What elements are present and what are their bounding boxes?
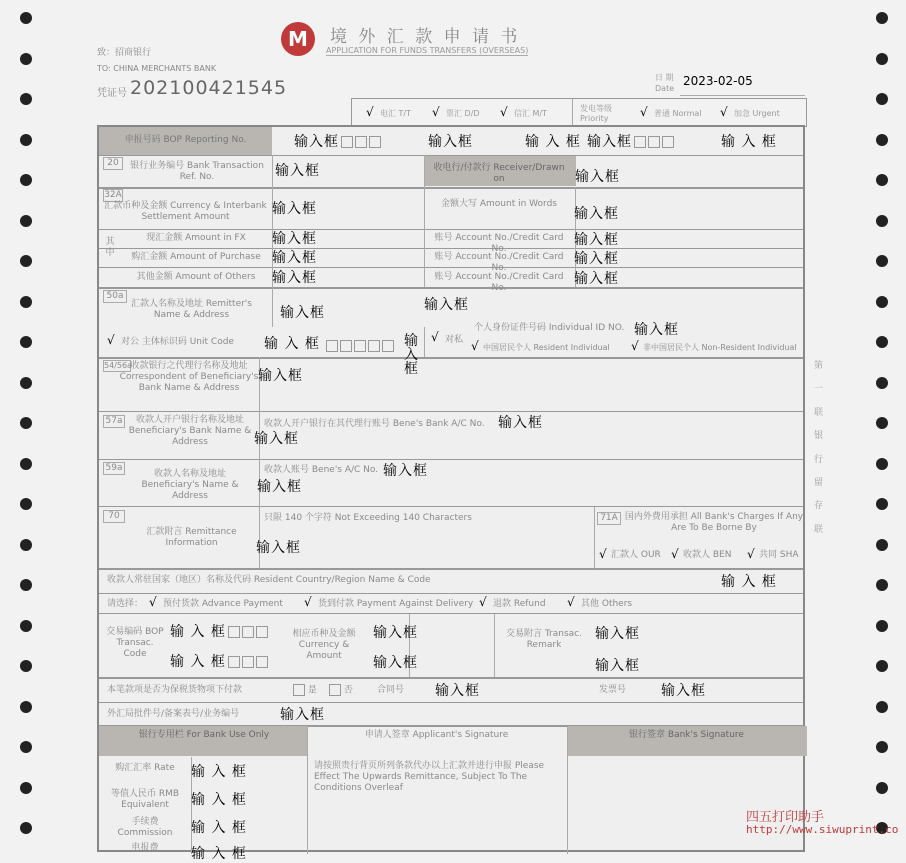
commission-label: 手续费 Commission [117, 817, 173, 838]
punch-hole [876, 498, 888, 510]
tag-71a: 71A [597, 512, 621, 525]
input-box-text: 输入框 [254, 431, 299, 447]
input-box-text: 输入框 [272, 201, 317, 217]
tt-check[interactable]: √ [366, 105, 374, 119]
input-box[interactable] [575, 166, 620, 186]
punch-hole [876, 336, 888, 348]
remittance-info-label: 汇款附言 Remittance Information [146, 527, 237, 548]
input-box[interactable] [256, 537, 301, 557]
input-box[interactable] [574, 248, 619, 268]
bop-code-label: 交易编码 BOP Transac. Code [106, 627, 164, 659]
input-box-text: 输入框 [272, 231, 317, 247]
input-box[interactable] [383, 460, 428, 480]
punch-hole [876, 782, 888, 794]
rmb-label: 等值人民币 RMB Equivalent [110, 789, 180, 810]
punch-hole [20, 215, 32, 227]
fx-amount-label: 现汇金额 Amount in FX [146, 233, 246, 243]
punch-hole [876, 53, 888, 65]
input-box-text: 输入框 [257, 479, 302, 495]
account-label-3: 账号 Account No./Credit Card No. [434, 272, 564, 293]
priority-urgent: 加急 Urgent [734, 109, 780, 118]
punch-hole [20, 458, 32, 470]
form-title: 境 外 汇 款 申 请 书 [330, 27, 521, 47]
dd-check[interactable]: √ [432, 105, 440, 119]
input-box[interactable] [272, 198, 317, 218]
punch-hole [20, 417, 32, 429]
punch-hole [20, 579, 32, 591]
contract-label: 合同号 [377, 685, 405, 695]
receiver-label: 收电行/付款行 Receiver/Drawn on [433, 163, 565, 184]
date-value[interactable]: 2023-02-05 [683, 74, 753, 88]
punch-hole [20, 822, 32, 834]
input-box[interactable] [191, 843, 247, 863]
account-label-2: 账号 Account No./Credit Card No. [434, 252, 564, 273]
unit-code-boxes [324, 335, 394, 354]
charge-ben: 收款人 BEN [683, 550, 732, 560]
punch-hole [876, 255, 888, 267]
input-box[interactable] [424, 294, 469, 314]
input-box-text: 输入框 [256, 540, 301, 556]
punch-hole [20, 174, 32, 186]
input-box[interactable] [498, 412, 543, 432]
among-label: 其中 [105, 237, 115, 258]
tag-50a: 50a [103, 290, 127, 303]
to-bank-en: TO: CHINA MERCHANTS BANK [97, 64, 217, 73]
corporate-check[interactable]: √ [107, 333, 115, 347]
delivery-check[interactable]: √ [304, 595, 312, 609]
input-box-text: 输入框 [383, 463, 428, 479]
input-box[interactable] [574, 268, 619, 288]
amount-words-label: 金额大写 Amount in Words [441, 199, 557, 209]
charge-sha-check[interactable]: √ [747, 547, 755, 561]
punch-hole [876, 93, 888, 105]
input-box[interactable] [595, 623, 640, 643]
bank-logo: M [281, 22, 315, 56]
watermark-url: http://www.siwuprint.co [746, 823, 899, 836]
date-label [655, 72, 674, 94]
input-box-text: 输 入 框 [191, 820, 247, 836]
tag-54-56a: 54/56a [104, 361, 132, 370]
input-box-text: 输入框 [272, 250, 317, 266]
signature-text: 请按照贵行背页所列条款代办以上汇款并进行申报 Please Effect The Upwards Remittance, Subject To The Conditions Overleaf [314, 761, 545, 793]
input-box-text: 输 入 框 [191, 764, 247, 780]
tag-20: 20 [103, 157, 123, 170]
bank-use-header: 银行专用栏 For Bank Use Only [138, 730, 270, 740]
input-box[interactable] [428, 131, 473, 151]
input-box[interactable] [721, 131, 777, 151]
input-box[interactable] [191, 789, 247, 809]
to-bank-cn: 致：招商银行 [97, 48, 152, 58]
side-note: 第一联 银行留存联 [814, 361, 824, 535]
punch-hole [876, 620, 888, 632]
application-form [97, 125, 805, 852]
input-box-text: 输入框 [575, 169, 620, 185]
punch-hole [20, 498, 32, 510]
charge-our-check[interactable]: √ [599, 547, 607, 561]
input-box-text: 输入框 [661, 683, 706, 699]
input-box[interactable] [574, 229, 619, 249]
others-check[interactable]: √ [567, 595, 575, 609]
method-dd: 票汇 D/D [446, 109, 480, 118]
rate-label: 购汇汇率 Rate [115, 763, 175, 773]
punch-hole [876, 12, 888, 24]
input-box[interactable] [191, 817, 247, 837]
input-box[interactable] [525, 131, 581, 151]
input-box-text: 输入框 [435, 683, 480, 699]
urgent-check[interactable]: √ [720, 105, 728, 119]
bop-reporting-label: 申报号码 BOP Reporting No. [124, 135, 247, 145]
refund-check[interactable]: √ [479, 595, 487, 609]
mt-check[interactable]: √ [500, 105, 508, 119]
input-box-text: 输入框 [595, 626, 640, 642]
input-box[interactable] [595, 655, 640, 675]
input-box-text: 输 入 框 [525, 134, 581, 150]
method-box [351, 98, 807, 127]
input-box-text: 输入框 [574, 271, 619, 287]
id-no-label: 个人身份证件号码 Individual ID NO. [474, 323, 625, 333]
charge-our: 汇款人 OUR [611, 550, 661, 560]
charge-sha: 共同 SHA [759, 550, 799, 560]
bank-signature-header: 银行签章 Bank's Signature [629, 730, 744, 740]
punch-hole [20, 620, 32, 632]
input-box-text: 输入框 [574, 206, 619, 222]
input-box-text: 输入框 [428, 134, 473, 150]
safe-label: 外汇局批件号/备案表号/业务编号 [107, 709, 240, 719]
punch-hole [876, 741, 888, 753]
date-underline [680, 95, 805, 96]
currency-amount-2-label: 相应币种及金额 Currency & Amount [292, 629, 356, 661]
punch-hole [20, 701, 32, 713]
correspondent-bank-label: 收款银行之代理行名称及地址 Correspondent of Beneficiary's Bank Name & Address [119, 361, 259, 393]
input-box-text: 输入框 [498, 415, 543, 431]
punch-hole [876, 377, 888, 389]
remitter-label: 汇款人名称及地址 Remitter's Name & Address [131, 299, 252, 320]
select-label: 请选择： [107, 599, 144, 609]
cable-label: 电报费 [131, 843, 159, 853]
tag-59a: 59a [103, 462, 125, 475]
no-label: 否 [343, 685, 353, 696]
charges-label: 国内外费用承担 All Bank's Charges If Any Are To Be Borne By [624, 512, 804, 533]
input-box-text: 输入框 [574, 232, 619, 248]
method-mt: 信汇 M/T [514, 109, 548, 118]
transaction-remark-label: 交易附言 Transac. Remark [506, 629, 582, 650]
input-box[interactable] [294, 131, 381, 151]
input-box-text: 输 入 框 [264, 336, 320, 352]
voucher-number: 202100421545 [130, 77, 288, 99]
punch-hole [876, 579, 888, 591]
input-box[interactable] [587, 131, 674, 151]
punch-hole [20, 741, 32, 753]
input-box-text: 输 入 框 [170, 624, 226, 640]
bonded-label: 本笔款项是否为保税货物项下付款 [107, 685, 243, 695]
input-box[interactable] [272, 247, 317, 267]
input-box[interactable] [721, 571, 777, 591]
country-label: 收款人常驻国家（地区）名称及代码 Resident Country/Region Name & Code [107, 575, 431, 585]
bonded-yes[interactable] [291, 684, 317, 696]
priority-label: 发电等级 Priority [580, 104, 612, 123]
input-box[interactable] [170, 621, 268, 641]
invoice-label: 发票号 [599, 685, 627, 695]
input-box-text: 输 入 框 [170, 654, 226, 670]
char-limit-label: 只限 140 个字符 Not Exceeding 140 Characters [264, 513, 472, 523]
watermark-name: 四五打印助手 [746, 810, 825, 825]
punch-hole [876, 215, 888, 227]
input-box[interactable] [275, 160, 320, 180]
form-title-en: APPLICATION FOR FUNDS TRANSFERS (OVERSEAS) [326, 46, 529, 55]
input-box-text: 输入框 [595, 658, 640, 674]
private-check[interactable]: √ [431, 330, 439, 344]
punch-hole [20, 134, 32, 146]
voucher-label: 凭证号 [97, 88, 127, 99]
punch-hole [20, 336, 32, 348]
input-box-text: 输 入 框 [721, 574, 777, 590]
nonresident-label: 非中国居民个人 Non-Resident Individual [643, 343, 797, 352]
pay-advance: 预付货款 Advance Payment [163, 599, 283, 609]
date-label-en: Date [655, 84, 675, 94]
punch-hole [20, 377, 32, 389]
charge-ben-check[interactable]: √ [671, 547, 679, 561]
yes-label: 是 [307, 685, 317, 696]
punch-hole [20, 255, 32, 267]
resident-label: 中国居民个人 Resident Individual [483, 343, 610, 352]
input-box[interactable] [170, 651, 268, 671]
pay-others: 其他 Others [581, 599, 633, 609]
normal-check[interactable]: √ [640, 105, 648, 119]
input-box-text: 输 入 框 [191, 792, 247, 808]
input-box[interactable] [272, 267, 317, 287]
date-label-cn: 日 期 [655, 73, 674, 82]
punch-hole [20, 539, 32, 551]
input-box[interactable] [435, 680, 480, 700]
punch-hole [20, 296, 32, 308]
input-box[interactable] [254, 428, 299, 448]
input-box-text: 输入框 [258, 368, 303, 384]
pay-refund: 退款 Refund [493, 599, 546, 609]
input-box-text: 输入框 [634, 322, 679, 338]
punch-hole [876, 458, 888, 470]
unit-code-label: 对公 主体标识码 Unit Code [121, 337, 234, 347]
punch-hole [20, 660, 32, 672]
punch-hole [876, 660, 888, 672]
input-box-text: 输入框 [373, 655, 418, 671]
pay-delivery: 货到付款 Payment Against Delivery [318, 599, 474, 609]
input-box-text: 输 入 框 [721, 134, 777, 150]
input-box[interactable] [257, 476, 302, 496]
input-box-text: 输入框 [294, 134, 339, 150]
account-label-1: 账号 Account No./Credit Card No. [434, 233, 564, 254]
punch-hole [876, 296, 888, 308]
input-box-text: 输入框 [587, 134, 632, 150]
input-box-text: 输入框 [373, 625, 418, 641]
beneficiary-bank-label: 收款人开户银行名称及地址 Beneficiary's Bank Name & Address [128, 415, 252, 447]
bene-bank-account-label: 收款人开户银行在其代理行账号 Bene's Bank A/C No. [264, 419, 485, 429]
input-box[interactable] [272, 228, 317, 248]
others-amount-label: 其他金额 Amount of Others [136, 272, 256, 282]
purchase-amount-label: 购汇金额 Amount of Purchase [131, 252, 261, 262]
input-box[interactable] [574, 203, 619, 223]
method-tt: 电汇 T/T [380, 109, 412, 118]
punch-hole [876, 701, 888, 713]
signature-header: 申请人签章 Applicant's Signature [364, 730, 509, 740]
input-box-text: 输入框 [280, 305, 325, 321]
resident-check[interactable]: √ [471, 339, 479, 353]
tag-32a: 32A [104, 190, 122, 200]
input-box-text: 输入框 [424, 297, 469, 313]
punch-hole [876, 134, 888, 146]
currency-amount-label: 汇款币种及金额 Currency & Interbank Settlement Amount [104, 201, 267, 222]
input-box[interactable] [280, 302, 325, 322]
tag-57a: 57a [103, 415, 125, 428]
punch-hole [20, 93, 32, 105]
input-box[interactable] [264, 333, 320, 353]
beneficiary-label: 收款人名称及地址 Beneficiary's Name & Address [141, 469, 239, 501]
input-box-text: 输入框 [275, 163, 320, 179]
input-box-text: 输入框 [574, 251, 619, 267]
input-box-text: 输入框 [272, 270, 317, 286]
input-box[interactable] [280, 704, 325, 724]
input-box[interactable] [634, 319, 679, 339]
punch-hole [20, 53, 32, 65]
tag-70: 70 [103, 510, 125, 523]
input-box[interactable] [373, 622, 418, 642]
input-box[interactable] [661, 680, 706, 700]
ref-label: 银行业务编号 Bank Transaction Ref. No. [130, 161, 264, 182]
input-box[interactable] [191, 761, 247, 781]
nonresident-check[interactable]: √ [631, 339, 639, 353]
bonded-no[interactable] [327, 684, 353, 696]
input-box[interactable] [373, 652, 418, 672]
advance-check[interactable]: √ [149, 595, 157, 609]
punch-hole [20, 782, 32, 794]
punch-hole [20, 12, 32, 24]
punch-hole [876, 174, 888, 186]
input-box-vertical[interactable]: 输入框 [404, 333, 419, 377]
punch-hole [876, 539, 888, 551]
input-box[interactable] [258, 365, 303, 385]
input-box-text: 输入框 [280, 707, 325, 723]
punch-hole [876, 417, 888, 429]
bene-account-label: 收款人账号 Bene's A/C No. [264, 465, 379, 475]
input-box-text: 输 入 框 [191, 846, 247, 862]
private-label: 对私 [445, 335, 464, 345]
priority-normal: 普通 Normal [654, 109, 702, 118]
